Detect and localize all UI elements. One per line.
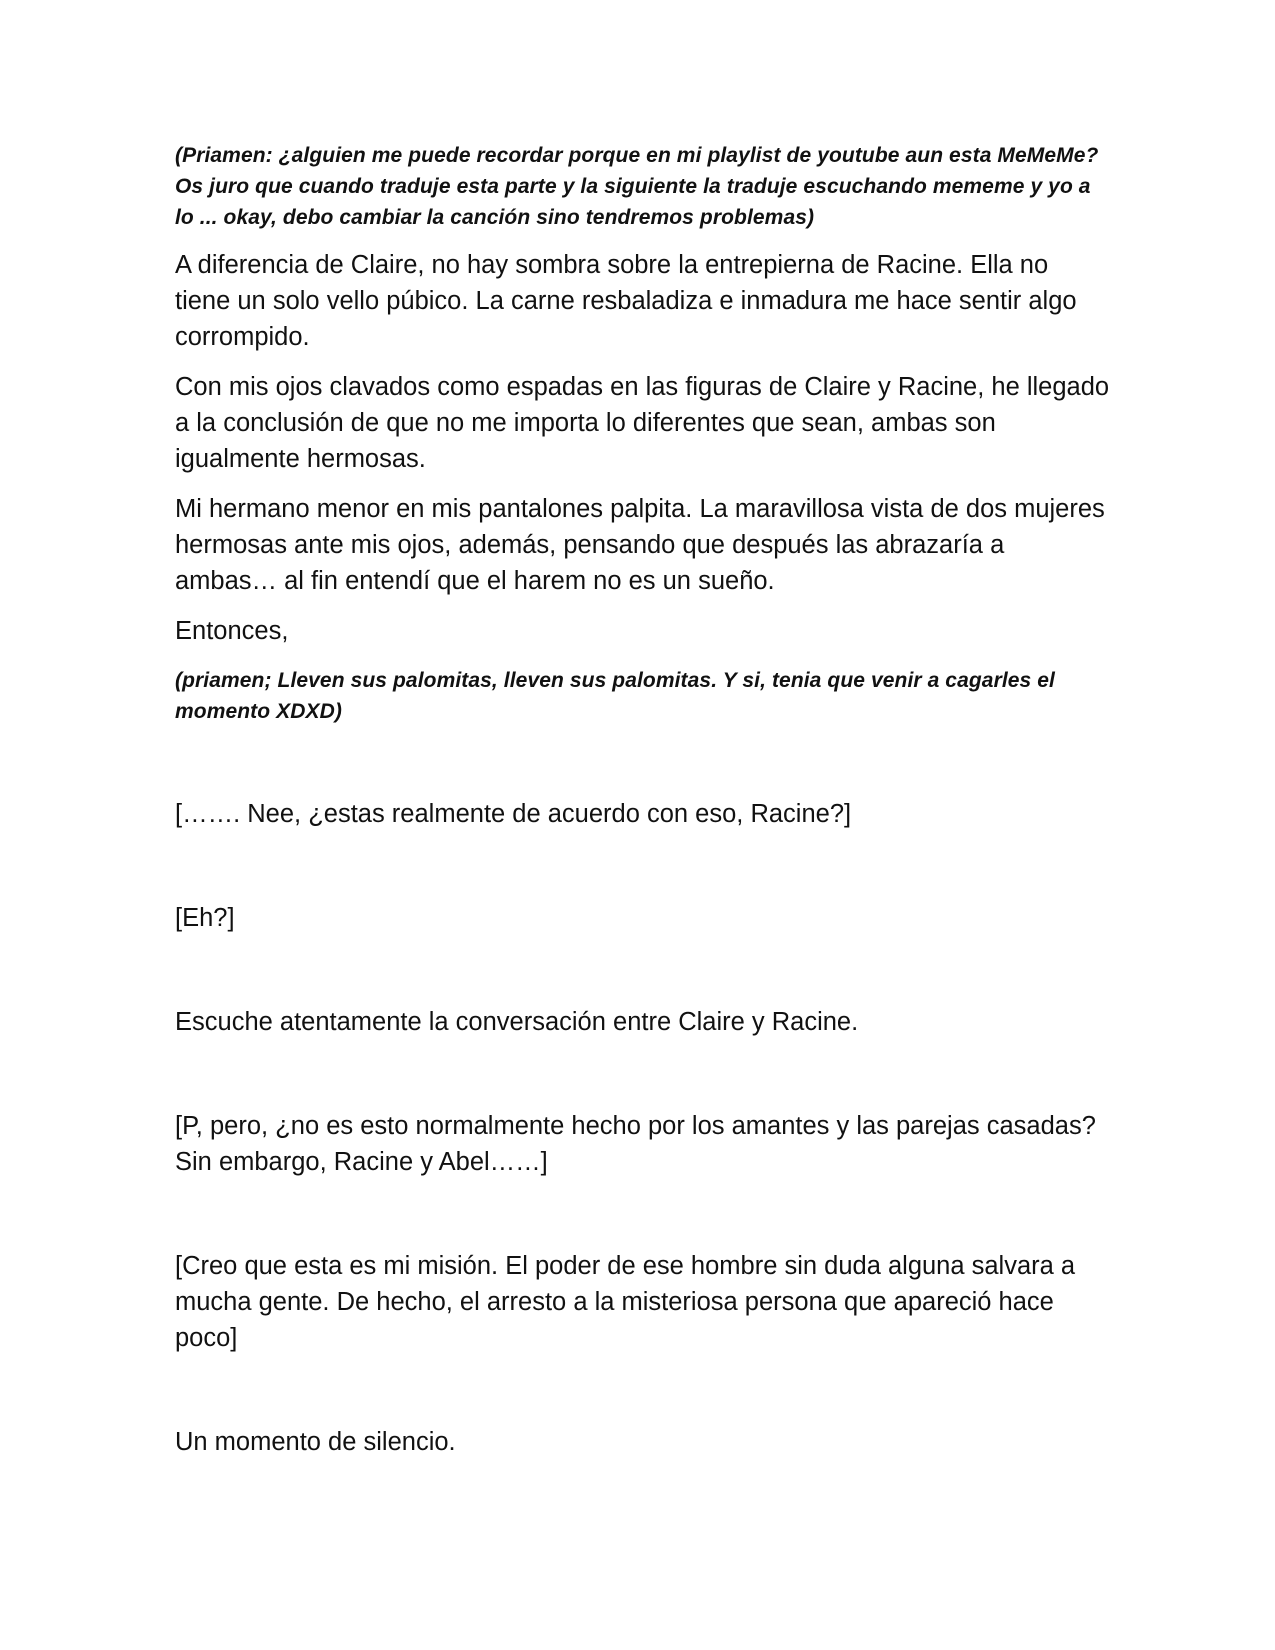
paragraph: Un momento de silencio. [175, 1428, 456, 1456]
paragraph: Escuche atentamente la conversación entre Claire y Racine. [175, 1008, 859, 1036]
dialogue-line: [Creo que esta es mi misión. El poder de ese hombre sin duda alguna salvara a mucha gente. De hecho, el arresto a la misteriosa persona que apareció hace poco] [175, 1252, 1076, 1352]
paragraph: Mi hermano menor en mis pantalones palpita. La maravillosa vista de dos mujeres hermosas ante mis ojos, además, pensando que después las abrazaría a ambas… al fin entendí que el harem no es un sueño. [175, 495, 1105, 595]
dialogue-line: [……. Nee, ¿estas realmente de acuerdo con eso, Racine?] [175, 800, 852, 828]
translator-note: (Priamen: ¿alguien me puede recordar porque en mi playlist de youtube aun esta MeMeMe? Os juro que cuando traduje esta parte y la siguiente la traduje escuchando mememe y yo a lo ... okay, debo cambiar la canción sino tendremos problemas) [175, 144, 1099, 229]
paragraph: Entonces, [175, 617, 289, 645]
translator-note: (priamen; Lleven sus palomitas, lleven sus palomitas. Y si, tenia que venir a cagarles el momento XDXD) [175, 669, 1055, 723]
paragraph: A diferencia de Claire, no hay sombra sobre la entrepierna de Racine. Ella no tiene un solo vello púbico. La carne resbaladiza e inmadura me hace sentir algo corrompido. [175, 251, 1077, 351]
paragraph: Con mis ojos clavados como espadas en las figuras de Claire y Racine, he llegado a la conclusión de que no me importa lo diferentes que sean, ambas son igualmente hermosas. [175, 373, 1110, 473]
dialogue-line: [P, pero, ¿no es esto normalmente hecho por los amantes y las parejas casadas? Sin embargo, Racine y Abel……] [175, 1112, 1096, 1176]
document-body [175, 140, 1110, 1460]
dialogue-line: [Eh?] [175, 904, 235, 932]
